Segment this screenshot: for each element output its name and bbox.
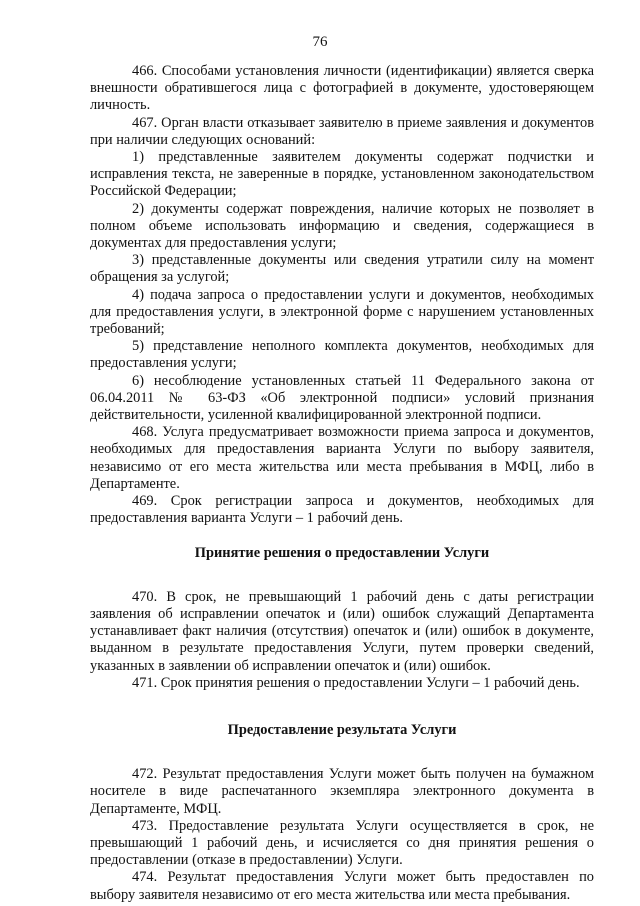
list-item-2: 2) документы содержат повреждения, наличие которых не позволяет в полном объеме использовать информацию и сведения, содержащиеся в документах для предоставления услуги; [90, 200, 594, 252]
paragraph-473: 473. Предоставление результата Услуги осуществляется в срок, не превышающий 1 рабочий день, и исчисляется со дня принятия решения о предоставлении (отказе в предоставлении) Услуги. [90, 817, 594, 869]
paragraph-474: 474. Результат предоставления Услуги может быть предоставлен по выбору заявителя независимо от его места жительства или места пребывания. [90, 869, 594, 903]
section-heading-decision: Принятие решения о предоставлении Услуги [194, 545, 490, 562]
paragraph-472: 472. Результат предоставления Услуги может быть получен на бумажном носителе в виде распечатанного экземпляра электронного документа в Департаменте, МФЦ. [90, 766, 594, 817]
list-item-1: 1) представленные заявителем документы содержат подчистки и исправления текста, не заверенные в порядке, установленном законодательством Российской Федерации; [90, 149, 594, 200]
section-heading-result: Предоставление результата Услуги [227, 721, 457, 738]
paragraph-468: 468. Услуга предусматривает возможности приема запроса и документов, необходимых для предоставления варианта Услуги по выбору заявителя, независимо от его места жительства или места пребывания в МФЦ, либо в Департаменте. [90, 424, 594, 492]
paragraph-466: 466. Способами установления личности (идентификации) является сверка внешности обратившегося лица с фотографией в документе, удостоверяющем личность. [90, 63, 594, 114]
list-item-5: 5) представление неполного комплекта документов, необходимых для предоставления услуги; [90, 338, 594, 372]
paragraph-470: 470. В срок, не превышающий 1 рабочий день с даты регистрации заявления об исправлении опечаток и (или) ошибок служащий Департамента устанавливает факт наличия (отсутствия) опечаток и (или) ошибок в документе, выданном в результате предоставления Услуги, путем проверки сведений, указанных в заявлении об исправлении опечаток и (или) ошибок. [90, 588, 594, 674]
paragraph-467: 467. Орган власти отказывает заявителю в приеме заявления и документов при наличии следующих оснований: [90, 114, 594, 148]
list-item-6: 6) несоблюдение установленных статьей 11 Федерального закона от 06.04.2011 № 63-ФЗ «Об электронной подписи» условий признания действительности, усиленной квалифицированной электронной подписи. [90, 372, 594, 424]
document-body [90, 63, 594, 904]
paragraph-469: 469. Срок регистрации запроса и документов, необходимых для предоставления варианта Услуги – 1 рабочий день. [90, 493, 594, 527]
page-number: 76 [312, 34, 328, 50]
paragraph-471: 471. Срок принятия решения о предоставлении Услуги – 1 рабочий день. [132, 674, 580, 691]
list-item-4: 4) подача запроса о предоставлении услуги и документов, необходимых для предоставления услуги, в электронной форме с нарушением установленных требований; [90, 286, 594, 338]
list-item-3: 3) представленные документы или сведения утратили силу на момент обращения за услугой; [90, 252, 594, 286]
